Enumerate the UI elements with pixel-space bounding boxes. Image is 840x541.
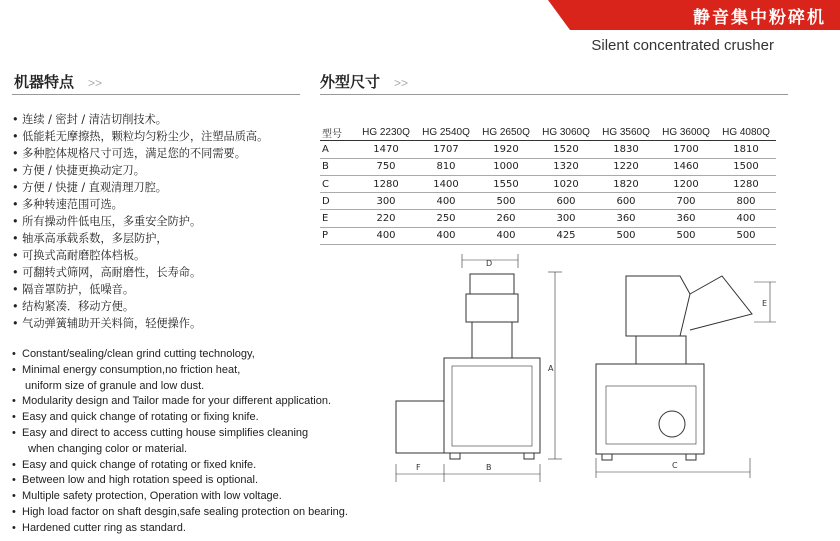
features-arrows: >> xyxy=(88,76,103,90)
feature-cn-item: • 多种转速范围可选。 xyxy=(12,196,268,213)
spec-cell: 1810 xyxy=(716,141,776,158)
spec-cell: 1320 xyxy=(536,158,596,175)
feature-cn-item: • 低能耗无摩擦热，颗粒均匀粉尘少，注塑品质高。 xyxy=(12,128,268,145)
feature-cn-item: • 结构紧凑．移动方便。 xyxy=(12,298,268,315)
spec-cell: 1700 xyxy=(656,141,716,158)
spec-cell: 810 xyxy=(416,158,476,175)
spec-cell: 700 xyxy=(656,193,716,210)
spec-model-header: HG 2540Q xyxy=(416,124,476,141)
feature-en-bullet: • xyxy=(12,363,16,376)
feature-en-text: Easy and quick change of rotating or fixed knife. xyxy=(22,458,257,471)
feature-en-bullet: • xyxy=(12,411,16,424)
feature-cn-item: • 方便 / 快捷 / 直观清理刀腔。 xyxy=(12,179,268,196)
spec-model-header: HG 3560Q xyxy=(596,124,656,141)
side-view xyxy=(596,276,776,478)
spec-cell: 500 xyxy=(656,227,716,244)
features-divider xyxy=(12,94,300,95)
spec-model-header: HG 3060Q xyxy=(536,124,596,141)
dimensions-arrows: >> xyxy=(394,76,409,90)
spec-cell: 600 xyxy=(536,193,596,210)
spec-cell: 1920 xyxy=(476,141,536,158)
spec-row-label: B xyxy=(320,158,356,175)
feature-en-item xyxy=(12,442,348,458)
spec-cell: 500 xyxy=(476,193,536,210)
feature-en-text: uniform size of granule and low dust. xyxy=(22,379,205,392)
feature-en-bullet: • xyxy=(12,348,16,360)
side-caster-right xyxy=(686,454,696,460)
spec-row-label: C xyxy=(320,175,356,192)
spec-cell: 425 xyxy=(536,227,596,244)
spec-cell: 1707 xyxy=(416,141,476,158)
feature-en-item xyxy=(12,394,348,410)
feature-en-bullet: • xyxy=(12,395,16,408)
spec-model-header: HG 4080Q xyxy=(716,124,776,141)
feature-cn-item: • 轴承高承载系数，多层防护， xyxy=(12,230,268,247)
feature-en-bullet: • xyxy=(12,490,16,503)
spec-cell: 750 xyxy=(356,158,416,175)
spec-cell: 300 xyxy=(356,193,416,210)
spec-cell: 1000 xyxy=(476,158,536,175)
feature-en-bullet: • xyxy=(12,521,16,534)
feature-en-item xyxy=(12,489,348,505)
spec-model-header: HG 3600Q xyxy=(656,124,716,141)
feature-cn-item: • 可换式高耐磨腔体档板。 xyxy=(12,247,268,264)
feature-cn-item: • 多种腔体规格尺寸可选，满足您的不同需要。 xyxy=(12,145,268,162)
feature-en-text: Modularity design and Tailor made for your different application. xyxy=(22,395,331,408)
spec-row-e xyxy=(320,210,776,227)
features-heading-text: 机器特点 xyxy=(14,73,75,91)
feature-en-text: Easy and quick change of rotating or fixing knife. xyxy=(22,411,259,424)
spec-cell: 400 xyxy=(476,227,536,244)
spec-cell: 1280 xyxy=(716,175,776,192)
dimensions-divider xyxy=(320,94,788,95)
spec-cell: 400 xyxy=(716,210,776,227)
spec-cell: 500 xyxy=(716,227,776,244)
front-view xyxy=(396,254,562,482)
feature-en-text: Multiple safety protection, Operation with low voltage. xyxy=(22,490,282,503)
spec-row-a xyxy=(320,141,776,158)
spec-cell: 400 xyxy=(356,227,416,244)
cutting-chamber xyxy=(472,322,512,358)
feature-en-text: Between low and high rotation speed is optional. xyxy=(22,474,259,487)
spec-cell: 1820 xyxy=(596,175,656,192)
spec-cell: 500 xyxy=(596,227,656,244)
spec-row-p xyxy=(320,227,776,244)
side-chamber xyxy=(636,336,686,364)
spec-model-header: HG 2650Q xyxy=(476,124,536,141)
spec-cell: 250 xyxy=(416,210,476,227)
spec-row-b xyxy=(320,158,776,175)
dim-e-label: E xyxy=(762,299,768,308)
spec-cell: 1500 xyxy=(716,158,776,175)
spec-row-label: E xyxy=(320,210,356,227)
feature-cn-item: • 连续 / 密封 / 清洁切削技术。 xyxy=(12,111,268,128)
spec-cell: 400 xyxy=(416,227,476,244)
hopper-top xyxy=(470,274,514,294)
spec-cell: 1460 xyxy=(656,158,716,175)
features-en-list xyxy=(12,347,348,537)
spec-model-header: HG 2230Q xyxy=(356,124,416,141)
feature-en-bullet: • xyxy=(12,458,16,471)
dimensions-heading-text: 外型尺寸 xyxy=(320,73,381,91)
feature-en-item xyxy=(12,521,348,537)
spec-cell: 1520 xyxy=(536,141,596,158)
spec-row-label: A xyxy=(320,141,356,158)
spec-cell: 1280 xyxy=(356,175,416,192)
side-caster-left xyxy=(602,454,612,460)
spec-cell: 360 xyxy=(596,210,656,227)
feature-en-bullet: • xyxy=(12,474,16,487)
spec-cell: 1550 xyxy=(476,175,536,192)
spec-cell: 400 xyxy=(416,193,476,210)
subtitle: Silent concentrated crusher xyxy=(591,37,774,54)
side-motor-circle xyxy=(659,411,685,437)
side-feed-chute xyxy=(690,276,752,330)
dim-d-label: D xyxy=(486,259,493,268)
spec-cell: 220 xyxy=(356,210,416,227)
dim-c-label: C xyxy=(672,461,678,470)
feature-en-item xyxy=(12,458,348,474)
feature-en-item xyxy=(12,505,348,521)
spec-cell: 600 xyxy=(596,193,656,210)
feature-en-item xyxy=(12,426,348,442)
feature-cn-item: • 气动弹簧辅助开关料筒，轻便操作。 xyxy=(12,315,268,332)
feature-en-item xyxy=(12,363,348,379)
spec-cell: 360 xyxy=(656,210,716,227)
side-base xyxy=(596,364,704,454)
spec-cell: 1400 xyxy=(416,175,476,192)
spec-row-label: D xyxy=(320,193,356,210)
caster-right xyxy=(524,453,534,459)
feature-en-item xyxy=(12,379,348,395)
base-panel xyxy=(452,366,532,446)
spec-cell: 260 xyxy=(476,210,536,227)
spec-cell: 1020 xyxy=(536,175,596,192)
dim-f-label: F xyxy=(416,463,421,472)
spec-cell: 1470 xyxy=(356,141,416,158)
dim-b-label: B xyxy=(486,463,492,472)
machine-technical-drawing xyxy=(380,246,780,488)
title-banner xyxy=(548,0,840,30)
spec-cell: 1830 xyxy=(596,141,656,158)
spec-cell: 1200 xyxy=(656,175,716,192)
spec-row-c xyxy=(320,175,776,192)
banner-title: 静音集中粉碎机 xyxy=(693,8,826,28)
dim-a-label: A xyxy=(548,364,554,373)
feature-en-text: Easy and direct to access cutting house simplifies cleaning xyxy=(22,426,309,439)
feature-en-text: Constant/sealing/clean grind cutting technology, xyxy=(22,348,255,360)
side-hopper xyxy=(626,276,690,336)
machine-base xyxy=(444,358,540,453)
feature-cn-item: • 可翻转式筛网，高耐磨性，长寿命。 xyxy=(12,264,268,281)
caster-left xyxy=(450,453,460,459)
feature-en-bullet: • xyxy=(12,426,16,439)
feature-en-bullet: • xyxy=(12,505,16,518)
spec-cell: 1220 xyxy=(596,158,656,175)
feature-en-item xyxy=(12,410,348,426)
spec-header-label: 型号 xyxy=(320,124,356,141)
feature-en-item xyxy=(12,347,348,363)
motor-housing xyxy=(396,401,444,453)
feature-en-item xyxy=(12,473,348,489)
feature-en-text: High load factor on shaft desgin,safe sealing protection on bearing. xyxy=(22,505,348,518)
side-panel xyxy=(606,386,696,444)
spec-row-d xyxy=(320,193,776,210)
feature-cn-item: • 方便 / 快捷更换动定刀。 xyxy=(12,162,268,179)
feature-cn-item: • 隔音罩防护，低噪音。 xyxy=(12,281,268,298)
spec-row-label: P xyxy=(320,227,356,244)
spec-header-row xyxy=(320,124,776,141)
feature-en-text: Minimal energy consumption,no friction heat, xyxy=(22,363,241,376)
spec-cell: 800 xyxy=(716,193,776,210)
feature-en-text: when changing color or material. xyxy=(22,442,188,455)
spec-cell: 300 xyxy=(536,210,596,227)
spec-table xyxy=(320,124,776,245)
feature-en-text: Hardened cutter ring as standard. xyxy=(22,521,186,534)
features-cn-list xyxy=(12,111,268,332)
dimensions-heading xyxy=(320,71,408,92)
features-heading xyxy=(14,71,102,92)
feature-cn-item: • 所有操动件低电压，多重安全防护。 xyxy=(12,213,268,230)
hopper-body xyxy=(466,294,518,322)
